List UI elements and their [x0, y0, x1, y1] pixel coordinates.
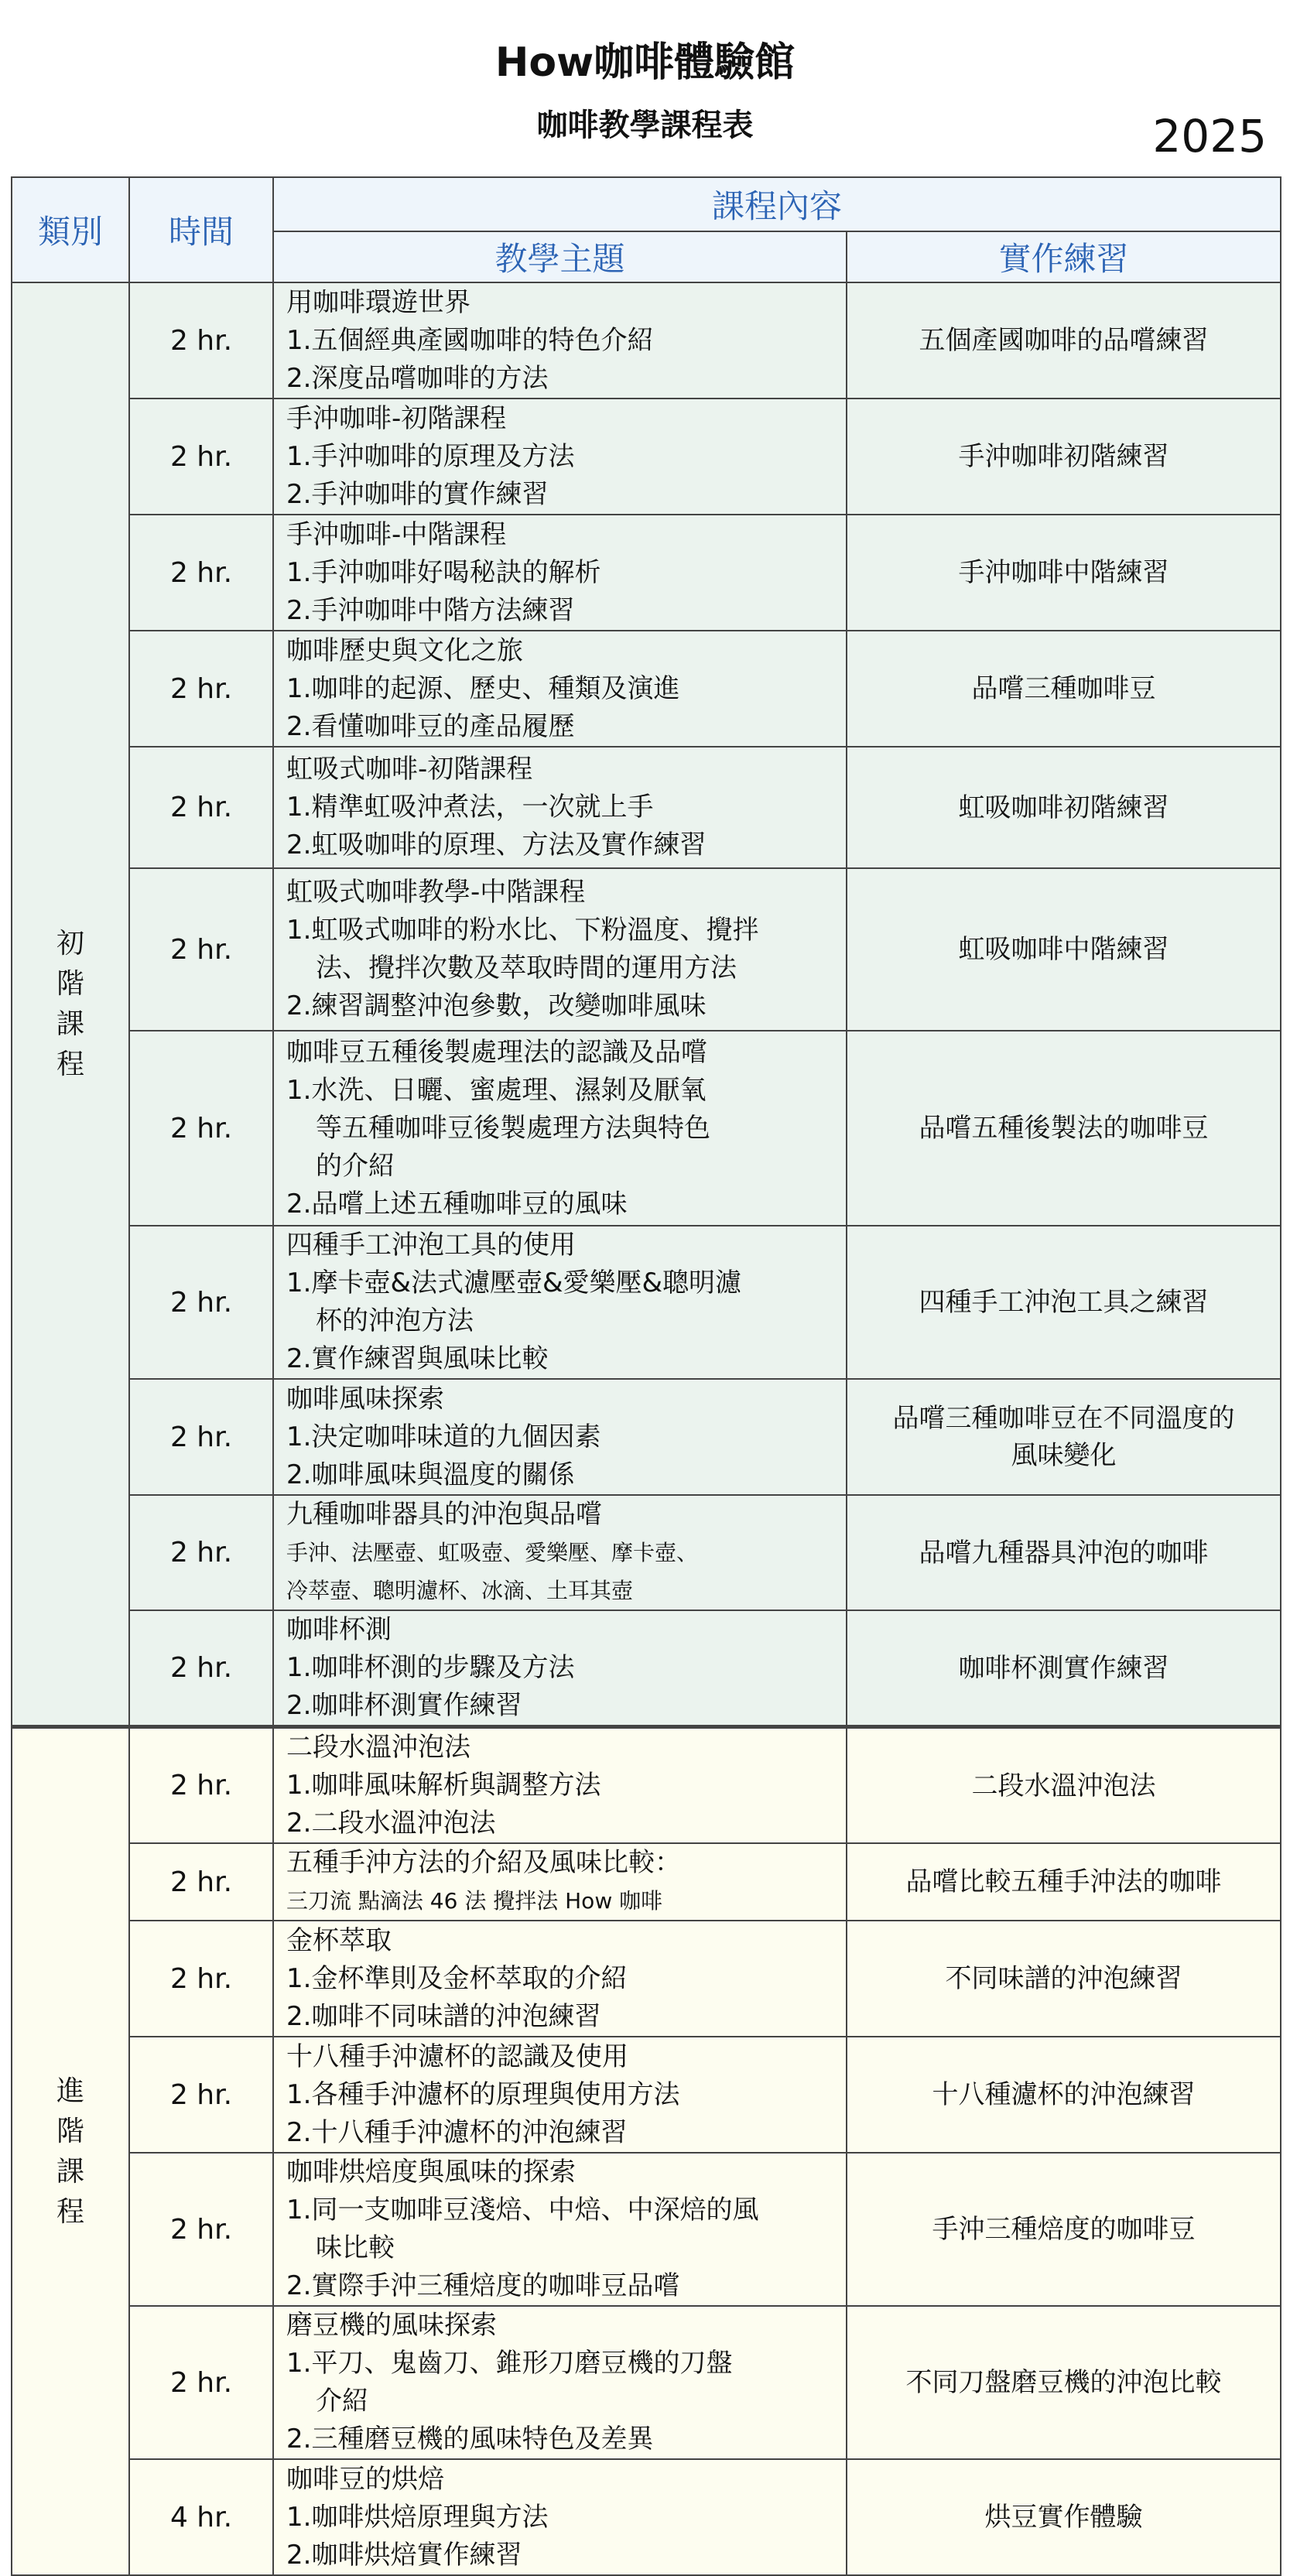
table-row: [12, 2306, 1281, 2459]
topic-cell: [273, 1727, 847, 1844]
topic-line: 1.摩卡壺&法式濾壓壺&愛樂壓&聰明濾: [286, 1267, 741, 1298]
table-row: [12, 282, 1281, 399]
topic-line: 咖啡豆的烘焙: [286, 2463, 444, 2495]
time-cell: 2 hr.: [129, 2037, 273, 2153]
topic-line: 四種手工沖泡工具的使用: [286, 1230, 576, 1261]
header-category: 類別: [12, 177, 129, 282]
time-cell: 2 hr.: [129, 1921, 273, 2037]
topic-cell: [273, 1843, 847, 1921]
category-label-char: 程: [56, 1048, 84, 1080]
topic-line: 九種咖啡器具的沖泡與品嚐: [286, 1499, 602, 1530]
topic-line: 2.實作練習與風味比較: [286, 1343, 549, 1374]
table-row: [12, 399, 1281, 515]
practice-line: 虹吸咖啡初階練習: [958, 792, 1169, 823]
page-title: How咖啡體驗館: [494, 39, 796, 86]
category-label-char: 初: [56, 927, 84, 960]
topic-line: 1.同一支咖啡豆淺焙、中焙、中深焙的風: [286, 2195, 759, 2225]
topic-line: 2.看懂咖啡豆的產品履歷: [286, 710, 575, 742]
topic-cell: [273, 1379, 847, 1495]
practice-line: 不同刀盤磨豆機的沖泡比較: [905, 2367, 1222, 2398]
topic-cell: [273, 1226, 847, 1379]
practice-line: 四種手工沖泡工具之練習: [919, 1287, 1209, 1318]
category-label-char: 階: [56, 2115, 84, 2147]
practice-cell: [847, 1031, 1281, 1226]
practice-cell: [847, 282, 1281, 399]
practice-line: 十八種濾杯的沖泡練習: [932, 2079, 1196, 2110]
category-label-char: 程: [56, 2195, 84, 2228]
topic-line: 2.咖啡烘焙實作練習: [286, 2539, 522, 2571]
topic-line: 2.虹吸咖啡的原理、方法及實作練習: [286, 830, 707, 860]
topic-cell: [273, 1610, 847, 1727]
topic-line: 2.練習調整沖泡參數，改變咖啡風味: [286, 990, 707, 1021]
table-row: [12, 1727, 1281, 1844]
topic-line: 2.品嚐上述五種咖啡豆的風味: [286, 1188, 628, 1220]
header-time: 時間: [129, 177, 273, 282]
topic-line: 2.十八種手沖濾杯的沖泡練習: [286, 2116, 628, 2148]
topic-line: 虹吸式咖啡教學-中階課程: [286, 877, 586, 908]
topic-line: 1.咖啡風味解析與調整方法: [286, 1770, 601, 1801]
topic-line: 法、攪拌次數及萃取時間的運用方法: [316, 953, 737, 984]
practice-line: 品嚐五種後製法的咖啡豆: [919, 1113, 1209, 1144]
topic-cell: [273, 2037, 847, 2153]
practice-line: 二段水溫沖泡法: [971, 1770, 1156, 1801]
topic-line: 1.精準虹吸沖煮法，一次就上手: [286, 792, 654, 823]
practice-cell: [847, 2153, 1281, 2306]
year-label: 2025: [1152, 110, 1267, 162]
topic-line: 咖啡歷史與文化之旅: [286, 635, 523, 666]
practice-cell: [847, 1843, 1281, 1921]
topic-cell: [273, 747, 847, 868]
practice-line: 虹吸咖啡中階練習: [958, 934, 1169, 965]
topic-cell: [273, 2153, 847, 2306]
practice-line: 風味變化: [1011, 1440, 1117, 1471]
topic-line: 2.咖啡杯測實作練習: [286, 1690, 522, 1721]
time-cell: 2 hr.: [129, 1379, 273, 1495]
table-row: [12, 868, 1281, 1031]
practice-line: 手沖咖啡初階練習: [958, 441, 1169, 472]
practice-cell: [847, 1226, 1281, 1379]
course-table: [11, 176, 1281, 2576]
practice-cell: [847, 1727, 1281, 1844]
practice-cell: [847, 2037, 1281, 2153]
table-row: [12, 1921, 1281, 2037]
topic-cell: [273, 515, 847, 631]
topic-line: 1.各種手沖濾杯的原理與使用方法: [286, 2078, 680, 2110]
table-row: [12, 747, 1281, 868]
topic-line: 杯的沖泡方法: [316, 1305, 474, 1336]
topic-line: 二段水溫沖泡法: [286, 1732, 470, 1763]
topic-line: 咖啡豆五種後製處理法的認識及品嚐: [286, 1036, 707, 1068]
topic-line: 五種手沖方法的介紹及風味比較：: [286, 1847, 681, 1878]
header-content: 課程內容: [273, 177, 1281, 231]
practice-line: 五個產國咖啡的品嚐練習: [919, 325, 1209, 356]
table-row: [12, 631, 1281, 747]
topic-line: 1.手沖咖啡的原理及方法: [286, 440, 575, 472]
category-label-char: 進: [56, 2075, 84, 2107]
topic-line: 1.手沖咖啡好喝秘訣的解析: [286, 556, 601, 588]
table-row: [12, 2153, 1281, 2306]
time-cell: 2 hr.: [129, 1495, 273, 1610]
header-topic: 教學主題: [273, 231, 847, 282]
time-cell: 2 hr.: [129, 1610, 273, 1727]
practice-line: 品嚐三種咖啡豆: [971, 673, 1156, 704]
table-row: [12, 1843, 1281, 1921]
practice-line: 手沖三種焙度的咖啡豆: [932, 2214, 1196, 2245]
topic-cell: [273, 631, 847, 747]
topic-line: 手沖咖啡-初階課程: [286, 402, 507, 434]
practice-cell: [847, 747, 1281, 868]
topic-line: 等五種咖啡豆後製處理方法與特色: [316, 1112, 710, 1144]
topic-line: 磨豆機的風味探索: [286, 2310, 497, 2341]
topic-cell: [273, 399, 847, 515]
practice-line: 手沖咖啡中階練習: [958, 557, 1169, 588]
topic-line: 手沖咖啡-中階課程: [286, 518, 507, 550]
practice-line: 不同味譜的沖泡練習: [945, 1963, 1182, 1994]
practice-line: 咖啡杯測實作練習: [958, 1652, 1169, 1684]
basic-category-cell: [12, 282, 129, 1727]
topic-line: 咖啡杯測: [286, 1614, 392, 1645]
time-cell: 2 hr.: [129, 1727, 273, 1844]
time-cell: 2 hr.: [129, 1843, 273, 1921]
topic-line: 1.咖啡的起源、歷史、種類及演進: [286, 672, 680, 704]
topic-line: 用咖啡環遊世界: [286, 286, 470, 318]
practice-cell: [847, 2306, 1281, 2459]
table-row: [12, 1226, 1281, 1379]
topic-line: 咖啡風味探索: [286, 1383, 444, 1415]
practice-line: 品嚐比較五種手沖法的咖啡: [905, 1866, 1222, 1897]
topic-line: 2.咖啡不同味譜的沖泡練習: [286, 2000, 601, 2032]
topic-line: 1.平刀、鬼齒刀、錐形刀磨豆機的刀盤: [286, 2348, 733, 2379]
practice-line: 烘豆實作體驗: [984, 2502, 1143, 2533]
page-subtitle: 咖啡教學課程表: [536, 108, 754, 143]
practice-cell: [847, 2459, 1281, 2575]
table-row: [12, 1610, 1281, 1727]
practice-cell: [847, 1610, 1281, 1727]
table-row: [12, 2037, 1281, 2153]
topic-line: 1.決定咖啡味道的九個因素: [286, 1421, 601, 1452]
topic-line: 冷萃壺、聰明濾杯、冰滴、土耳其壺: [286, 1578, 634, 1603]
topic-line: 的介紹: [316, 1150, 395, 1182]
time-cell: 2 hr.: [129, 1031, 273, 1226]
time-cell: 2 hr.: [129, 2306, 273, 2459]
topic-line: 虹吸式咖啡-初階課程: [286, 754, 533, 785]
topic-cell: [273, 868, 847, 1031]
time-cell: 2 hr.: [129, 399, 273, 515]
topic-cell: [273, 1921, 847, 2037]
practice-cell: [847, 399, 1281, 515]
topic-line: 1.金杯準則及金杯萃取的介紹: [286, 1962, 628, 1994]
time-cell: 2 hr.: [129, 1226, 273, 1379]
topic-line: 介紹: [316, 2386, 368, 2417]
topic-line: 2.二段水溫沖泡法: [286, 1808, 496, 1839]
topic-cell: [273, 1031, 847, 1226]
table-row: [12, 2459, 1281, 2575]
table-row: [12, 1031, 1281, 1226]
topic-line: 三刀流 點滴法 46 法 攪拌法 How 咖啡: [286, 1888, 663, 1914]
topic-line: 味比較: [316, 2232, 395, 2263]
topic-line: 2.手沖咖啡中階方法練習: [286, 594, 575, 626]
table-row: [12, 1495, 1281, 1610]
practice-cell: [847, 868, 1281, 1031]
practice-cell: [847, 1921, 1281, 2037]
time-cell: 4 hr.: [129, 2459, 273, 2575]
topic-cell: [273, 282, 847, 399]
topic-line: 金杯萃取: [286, 1924, 392, 1956]
topic-line: 2.手沖咖啡的實作練習: [286, 478, 549, 510]
category-label-char: 課: [56, 1007, 84, 1040]
category-label-char: 階: [56, 967, 84, 1000]
time-cell: 2 hr.: [129, 747, 273, 868]
table-row: [12, 1379, 1281, 1495]
topic-line: 2.咖啡風味與溫度的關係: [286, 1459, 575, 1490]
course-table-body: [12, 282, 1281, 2575]
table-row: [12, 515, 1281, 631]
practice-line: 品嚐九種器具沖泡的咖啡: [919, 1537, 1209, 1569]
time-cell: 2 hr.: [129, 282, 273, 399]
topic-line: 手沖、法壓壺、虹吸壺、愛樂壓、摩卡壺、: [286, 1540, 699, 1565]
topic-line: 1.五個經典產國咖啡的特色介紹: [286, 324, 654, 356]
category-label-char: 課: [56, 2155, 84, 2188]
time-cell: 2 hr.: [129, 515, 273, 631]
topic-line: 2.深度品嚐咖啡的方法: [286, 362, 549, 394]
header-practice: 實作練習: [847, 231, 1281, 282]
advanced-category-cell: [12, 1727, 129, 2576]
practice-cell: [847, 631, 1281, 747]
time-cell: 2 hr.: [129, 868, 273, 1031]
practice-cell: [847, 1495, 1281, 1610]
practice-cell: [847, 515, 1281, 631]
topic-line: 1.咖啡杯測的步驟及方法: [286, 1652, 575, 1683]
topic-cell: [273, 2459, 847, 2575]
topic-cell: [273, 2306, 847, 2459]
topic-line: 十八種手沖濾杯的認識及使用: [286, 2041, 628, 2072]
topic-line: 咖啡烘焙度與風味的探索: [286, 2157, 576, 2188]
topic-line: 1.咖啡烘焙原理與方法: [286, 2501, 549, 2533]
practice-cell: [847, 1379, 1281, 1495]
topic-cell: [273, 1495, 847, 1610]
topic-line: 2.實際手沖三種焙度的咖啡豆品嚐: [286, 2270, 680, 2301]
topic-line: 2.三種磨豆機的風味特色及差異: [286, 2424, 654, 2455]
practice-line: 品嚐三種咖啡豆在不同溫度的: [892, 1403, 1235, 1434]
topic-line: 1.水洗、日曬、蜜處理、濕剝及厭氧: [286, 1074, 707, 1106]
time-cell: 2 hr.: [129, 631, 273, 747]
topic-line: 1.虹吸式咖啡的粉水比、下粉溫度、攪拌: [286, 915, 759, 946]
time-cell: 2 hr.: [129, 2153, 273, 2306]
